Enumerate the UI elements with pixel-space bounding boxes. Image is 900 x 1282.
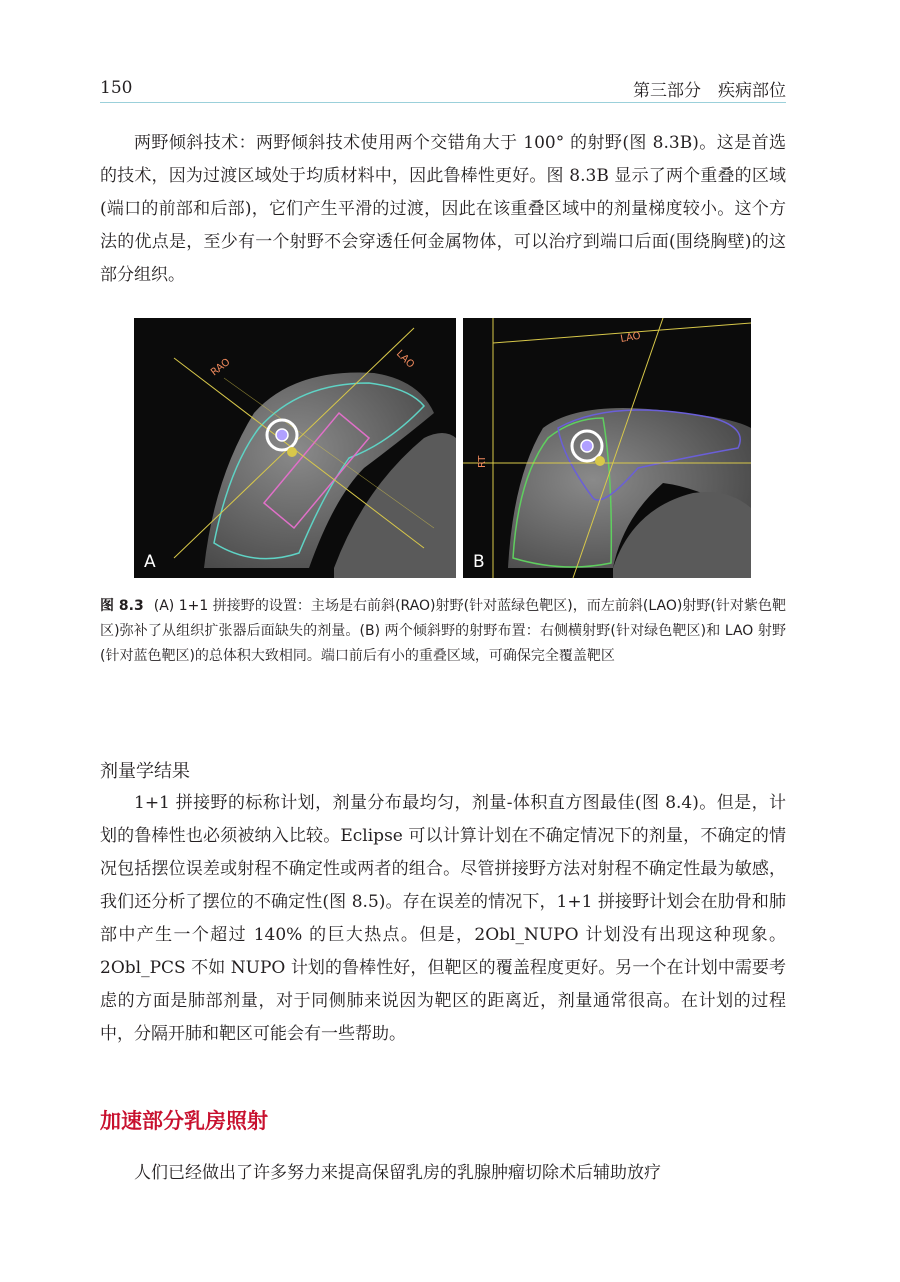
beam-label-lao: LAO bbox=[393, 348, 417, 371]
caption-label: 图 8.3 bbox=[100, 598, 144, 614]
isocenter-marker bbox=[595, 456, 605, 466]
running-section-title: 第三部分 疾病部位 bbox=[633, 81, 786, 101]
beam-label-lao: LAO bbox=[619, 330, 642, 345]
page-number: 150 bbox=[100, 78, 133, 98]
figure-panel-a bbox=[134, 318, 456, 578]
page-header bbox=[100, 76, 786, 103]
figure-panel-b bbox=[463, 318, 751, 578]
subheading-dosimetric-results: 剂量学结果 bbox=[100, 761, 190, 782]
ct-image-b bbox=[463, 318, 751, 578]
beam-label-rt: RT bbox=[477, 455, 488, 468]
paragraph-two-field-oblique: 两野倾斜技术：两野倾斜技术使用两个交错角大于 100° 的射野(图 8.3B)。这是首选的技术，因为过渡区域处于均质材料中，因此鲁棒性更好。图 8.3B 显示了两个重叠的区域(端口的前部和后部)，它们产生平滑的过渡，因此在该重叠区域中的剂量梯度较小。这个方法的优点是，至少有一个射野不会穿透任何金属物体，可以治疗到端口后面(围绕胸壁)的这部分组织。 bbox=[100, 133, 786, 285]
panel-letter-b: B bbox=[473, 552, 485, 572]
figure-caption bbox=[100, 594, 786, 669]
ct-image-a bbox=[134, 318, 456, 578]
section-heading-apbi: 加速部分乳房照射 bbox=[100, 1109, 268, 1133]
isocenter-marker bbox=[287, 447, 297, 457]
beam-label-rao: RAO bbox=[209, 356, 233, 379]
paragraph-apbi-intro: 人们已经做出了许多努力来提高保留乳房的乳腺肿瘤切除术后辅助放疗 bbox=[134, 1163, 661, 1183]
paragraph-dosimetric-results: 1+1 拼接野的标称计划，剂量分布最均匀，剂量-体积直方图最佳(图 8.4)。但是，计划的鲁棒性也必须被纳入比较。Eclipse 可以计算计划在不确定情况下的剂量，不确定的情况包括摆位误差或射程不确定性或两者的组合。尽管拼接野方法对射程不确定性最为敏感，我们还分析了摆位的不确定性(图 8.5)。存在误差的情况下，1+1 拼接野计划会在肋骨和肺部中产生一个超过 140% 的巨大热点。但是，2Obl_NUPO 计划没有出现这种现象。2Obl_PCS 不如 NUPO 计划的鲁棒性好，但靶区的覆盖程度更好。另一个在计划中需要考虑的方面是肺部剂量，对于同侧肺来说因为靶区的距离近，剂量通常很高。在计划的过程中，分隔开肺和靶区可能会有一些帮助。 bbox=[100, 793, 786, 1044]
panel-letter-a: A bbox=[144, 552, 156, 572]
caption-text: (A) 1+1 拼接野的设置：主场是右前斜(RAO)射野(针对蓝绿色靶区)，而左前斜(LAO)射野(针对紫色靶区)弥补了从组织扩张器后面缺失的剂量。(B) 两个倾斜野的射野布置：右侧横射野(针对绿色靶区)和 LAO 射野(针对蓝色靶区)的总体积大致相同。端口前后有小的重叠区域，可确保完全覆盖靶区 bbox=[100, 598, 786, 664]
